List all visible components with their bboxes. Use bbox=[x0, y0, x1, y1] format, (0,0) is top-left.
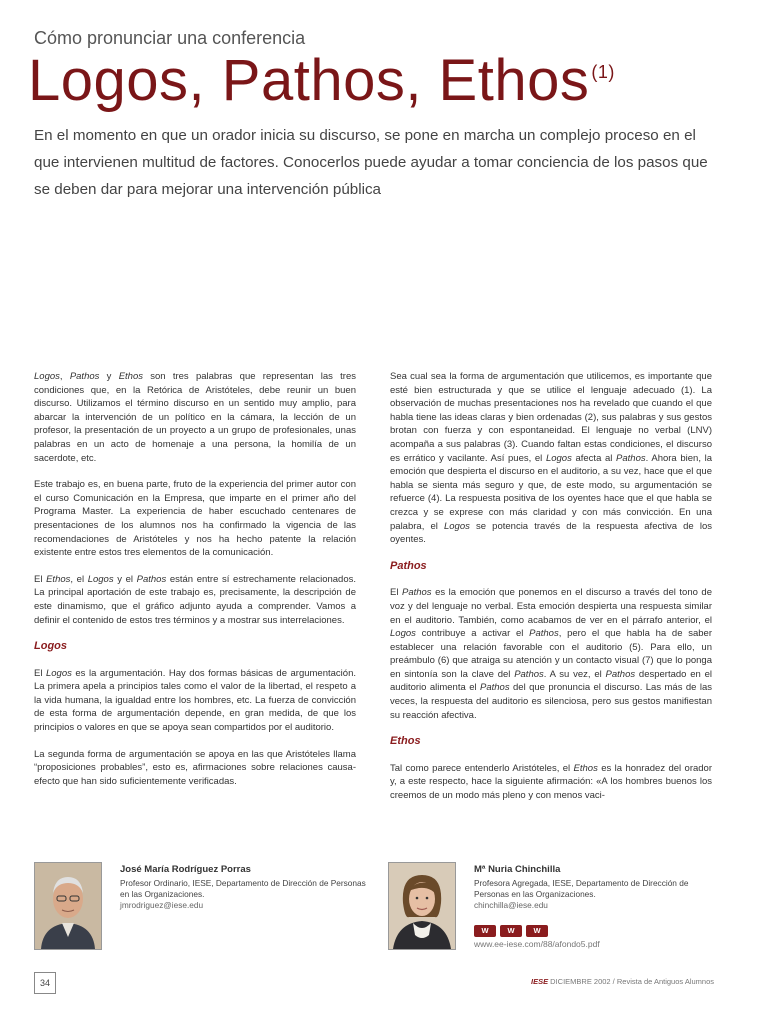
www-badge: W bbox=[500, 925, 522, 937]
paragraph: La segunda forma de argumentación se apoya en las que Aristóteles llama “proposiciones probables”, esto es, afirmaciones sobre relaciones causa-efecto que han sido suficientemente verificadas. bbox=[34, 748, 356, 787]
footer-text: DICIEMBRE 2002 / Revista de Antiguos Alumnos bbox=[548, 977, 714, 986]
author-photo bbox=[34, 862, 102, 950]
author-email[interactable]: chinchilla@iese.edu bbox=[474, 900, 548, 910]
subheading-ethos: Ethos bbox=[390, 735, 421, 748]
author-role: Profesor Ordinario, IESE, Departamento de Dirección de Personas en las Organizaciones. bbox=[120, 878, 366, 899]
www-badge: W bbox=[474, 925, 496, 937]
author-info bbox=[474, 864, 724, 950]
portrait-icon bbox=[35, 863, 101, 949]
portrait-icon bbox=[389, 863, 455, 949]
author-photo bbox=[388, 862, 456, 950]
left-column bbox=[34, 370, 356, 801]
www-badge: W bbox=[526, 925, 548, 937]
article-title bbox=[28, 48, 615, 115]
article-lead: En el momento en que un orador inicia su discurso, se pone en marcha un complejo proceso en el que intervienen multitud de factores. Conocerlos puede ayudar a tomar conciencia de los pasos que se deben dar para mejorar una intervención pública bbox=[34, 127, 708, 198]
paragraph: Logos, Pathos y Ethos son tres palabras que representan las tres condiciones que, en la Retórica de Aristóteles, debe reunir un buen discurso. Utilizamos el término discurso en un sentido muy amplio, para abarcar la intervención de un político en la cámara, la lección de un profesor, la presentación de un proyecto a un grupo de profesionales, unas palabras en un acto de homenaje a una persona, la homilía de un sacerdote, etc. bbox=[34, 371, 357, 464]
page-footer bbox=[531, 977, 714, 986]
article-url-link[interactable]: www.ee-iese.com/88/afondo5.pdf bbox=[474, 939, 600, 949]
right-column bbox=[390, 370, 712, 816]
author-email[interactable]: jmrodriguez@iese.edu bbox=[120, 900, 204, 910]
author-name: Mª Nuria Chinchilla bbox=[474, 864, 561, 875]
subheading-pathos: Pathos bbox=[390, 559, 427, 572]
subheading-logos: Logos bbox=[34, 640, 67, 653]
paragraph: Tal como parece entenderlo Aristóteles, el Ethos es la honradez del orador y, a este respecto, hace la siguiente afirmación: «A los hombres buenos los creemos de un modo más pleno y con menos vaci- bbox=[390, 762, 712, 802]
paragraph: El Logos es la argumentación. Hay dos formas básicas de argumentación. La primera apela a principios tales como el valor de la libertad, el respeto a la vida humana, la igualdad entre los hombres, etc. La fuerza de convicción de esta forma de argumentación depende, en gran medida, de que los principios o valores en que se apoya sean compartidos por el auditorio. bbox=[34, 667, 356, 734]
paragraph: Sea cual sea la forma de argumentación que utilicemos, es importante que esté bien estructurada y que se utilice el lenguaje adecuado (1). La observación de muchas presentaciones nos ha revelado que cuando el que habla tiene las ideas claras y bien ordenadas (2), sus palabras y sus gestos brotan con fuerza y con espontaneidad. El lenguaje no verbal (LNV) acompaña a sus palabras (3). Cuando faltan estas condiciones, el discurso es errático y vacilante. Así pues, el Logos afecta al Pathos. Ahora bien, la emoción que despierta el discurso en el auditorio, a su vez, hace que el que habla se sienta más seguro y que, de este modo, su argumentación se refuerce (4). La respuesta positiva de los oyentes hace que el que habla se crezca y se exprese con más claridad y con más convicción. En una palabra, el Logos se potencia través de la respuesta afectiva de los oyentes. bbox=[390, 371, 712, 546]
section-kicker: Cómo pronunciar una conferencia bbox=[34, 28, 306, 48]
www-badges bbox=[474, 925, 724, 937]
author-name: José María Rodríguez Porras bbox=[120, 864, 251, 875]
article-title-text: Logos, Pathos, Ethos bbox=[28, 48, 590, 113]
title-footnote: (1) bbox=[591, 62, 615, 82]
page-number: 34 bbox=[34, 972, 56, 994]
footer-brand: IESE bbox=[530, 977, 549, 986]
paragraph: El Ethos, el Logos y el Pathos están entre sí estrechamente relacionados. La principal aportación de este trabajo es, precisamente, la descripción de este dinamismo, que el gráfico adjunto ayuda a comprender. Vamos a definir el contenido de estos tres términos y a mostrar sus interrelaciones. bbox=[34, 573, 357, 626]
paragraph: El Pathos es la emoción que ponemos en el discurso a través del tono de voz y del lenguaje no verbal. Esta emoción despierta una respuesta similar en el auditorio. También, como acabamos de ver en el párrafo anterior, el Logos contribuye a activar el Pathos, pero el que habla ha de saber establecer una relación favorable con el auditorio (5). Para ello, un preámbulo (6) que atraiga su atención y un contacto visual (7) que lo ponga en sintonía son la clave del Pathos. A su vez, el Pathos despertado en el auditorio alimenta el Pathos del que pronuncia el discurso. Las más de las veces, la respuesta del auditorio es silenciosa, pero sus gestos manifiestan su reacción afectiva. bbox=[390, 587, 713, 721]
author-role: Profesora Agregada, IESE, Departamento de Dirección de Personas en las Organizaciones. bbox=[474, 878, 689, 899]
author-info bbox=[120, 864, 370, 911]
paragraph: Este trabajo es, en buena parte, fruto de la experiencia del primer autor con el curso Comunicación en la Empresa, que imparte en el primer año del Programa Master. La experiencia de haber escuchado centenares de presentaciones de los alumnos nos ha confirmado la vigencia de las recomendaciones de Aristóteles y nos ha hecho patente la relación existente entre estos tres elementos de la comunicación. bbox=[34, 479, 356, 559]
